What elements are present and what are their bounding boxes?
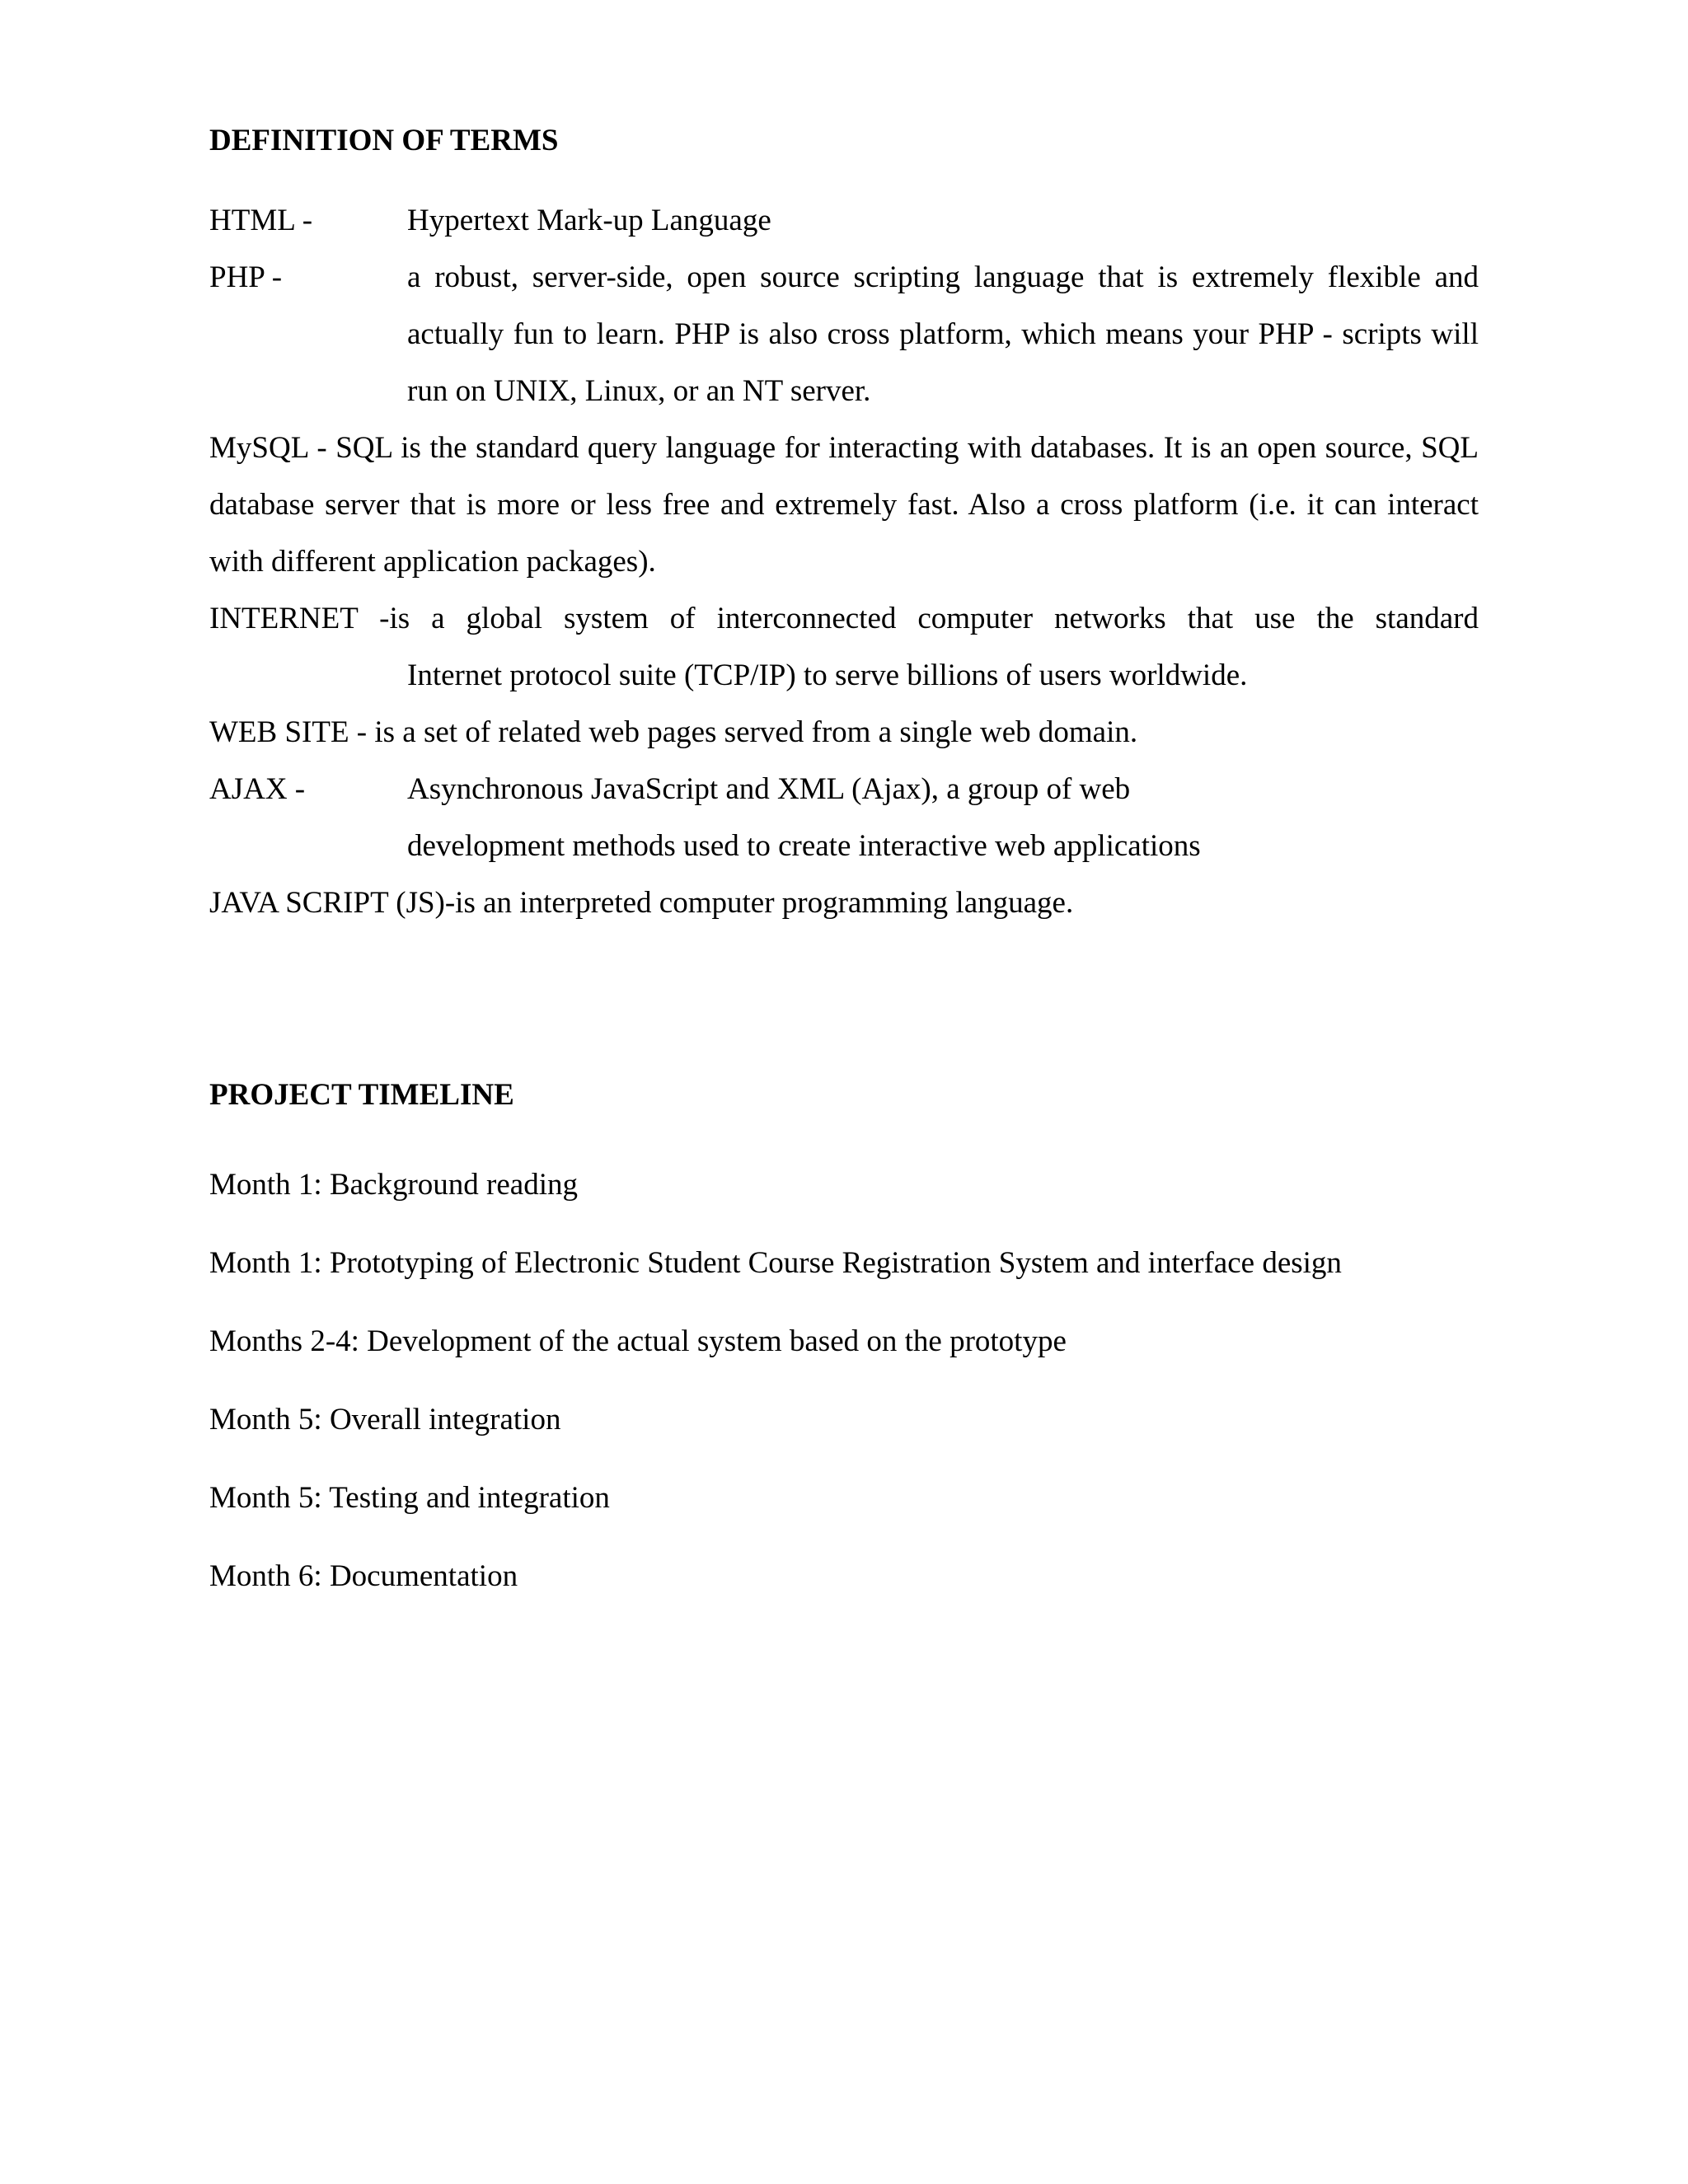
timeline-list bbox=[209, 1146, 1479, 1615]
timeline-item: Month 1: Prototyping of Electronic Student Course Registration System and interface design bbox=[209, 1246, 1342, 1280]
internet-line-2: Internet protocol suite (TCP/IP) to serve billions of users worldwide. bbox=[407, 658, 1248, 692]
definition-ajax bbox=[209, 761, 1479, 874]
term-label: AJAX - bbox=[209, 772, 306, 806]
ajax-line-1: Asynchronous JavaScript and XML (Ajax), a group of web bbox=[407, 772, 1131, 806]
term-definition: Hypertext Mark-up Language bbox=[407, 204, 771, 237]
timeline-item: Month 6: Documentation bbox=[209, 1559, 518, 1593]
term-definition: a robust, server-side, open source scripting language that is extremely flexible and actually fun to learn. PHP is also cross platform, which means your PHP - scripts will run on UNIX, Linux, or an NT server. bbox=[407, 260, 1479, 408]
ajax-line-2: development methods used to create interactive web applications bbox=[407, 829, 1201, 863]
definitions-list bbox=[209, 192, 1479, 931]
term-label: PHP - bbox=[209, 260, 283, 294]
definition-html bbox=[209, 192, 1479, 249]
term-label: HTML - bbox=[209, 204, 313, 237]
definition-javascript: JAVA SCRIPT (JS)-is an interpreted computer programming language. bbox=[209, 886, 1074, 920]
timeline-item: Month 5: Overall integration bbox=[209, 1403, 561, 1436]
timeline-heading: PROJECT TIMELINE bbox=[209, 1078, 514, 1112]
timeline-item: Months 2-4: Development of the actual system based on the prototype bbox=[209, 1324, 1067, 1358]
internet-line-1: INTERNET -is a global system of interconnected computer networks that use the standard bbox=[209, 602, 1479, 635]
definition-internet bbox=[209, 590, 1479, 704]
definition-php bbox=[209, 249, 1479, 419]
timeline-item: Month 5: Testing and integration bbox=[209, 1481, 610, 1515]
timeline-item: Month 1: Background reading bbox=[209, 1168, 578, 1202]
term-definition bbox=[407, 761, 1479, 874]
definitions-heading: DEFINITION OF TERMS bbox=[209, 124, 559, 157]
definition-website: WEB SITE - is a set of related web pages served from a single web domain. bbox=[209, 715, 1138, 749]
definition-mysql: MySQL - SQL is the standard query language for interacting with databases. It is an open source, SQL database server that is more or less free and extremely fast. Also a cross platform (i.e. it can interact with different application packages). bbox=[209, 431, 1479, 579]
